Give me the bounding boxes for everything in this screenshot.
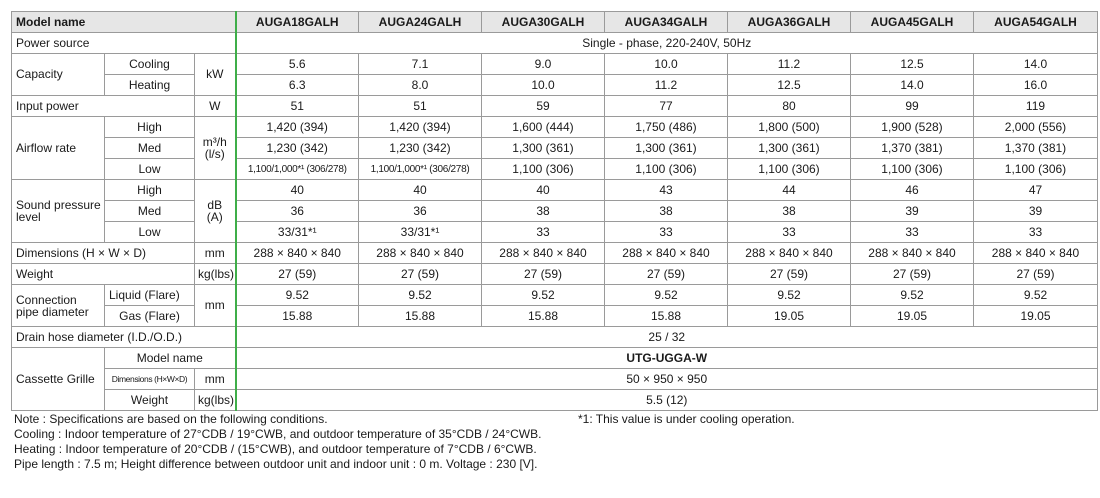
table-cell: 119 xyxy=(974,96,1098,117)
table-cell: 19.05 xyxy=(728,306,851,327)
grille-weight-value: 5.5 (12) xyxy=(236,390,1098,411)
table-cell: 9.52 xyxy=(482,285,605,306)
table-cell: 27 (59) xyxy=(359,264,482,285)
table-cell: 16.0 xyxy=(974,75,1098,96)
table-cell: 59 xyxy=(482,96,605,117)
capacity-unit: kW xyxy=(195,54,236,96)
drain-row xyxy=(12,327,1098,348)
airflow-label: Airflow rate xyxy=(12,117,105,180)
table-cell: 27 (59) xyxy=(605,264,728,285)
table-cell: 27 (59) xyxy=(236,264,359,285)
airflow-high-row xyxy=(12,117,1098,138)
table-cell: 40 xyxy=(359,180,482,201)
notes-block xyxy=(14,412,541,472)
grille-model-row xyxy=(12,348,1098,369)
table-cell: 1,100 (306) xyxy=(974,159,1098,180)
dimensions-label: Dimensions (H × W × D) xyxy=(12,243,195,264)
sound-unit-line1: dB xyxy=(207,198,223,212)
table-cell: 33 xyxy=(974,222,1098,243)
table-cell: 19.05 xyxy=(974,306,1098,327)
table-cell: 38 xyxy=(605,201,728,222)
sound-high-label: High xyxy=(105,180,195,201)
capacity-cooling-row xyxy=(12,54,1098,75)
pipe-label-line2: pipe diameter xyxy=(16,304,89,319)
weight-label: Weight xyxy=(12,264,195,285)
table-cell: 44 xyxy=(728,180,851,201)
model-header: AUGA30GALH xyxy=(482,12,605,33)
table-cell: 40 xyxy=(236,180,359,201)
airflow-med-label: Med xyxy=(105,138,195,159)
table-cell: 1,300 (361) xyxy=(482,138,605,159)
table-cell: 5.6 xyxy=(236,54,359,75)
note-line: Note : Specifications are based on the following conditions. xyxy=(14,412,328,426)
table-cell: 6.3 xyxy=(236,75,359,96)
table-cell: 12.5 xyxy=(728,75,851,96)
table-cell: 1,100 (306) xyxy=(851,159,974,180)
sound-unit-line2: (A) xyxy=(206,210,223,224)
table-cell: 38 xyxy=(728,201,851,222)
capacity-heating-label: Heating xyxy=(105,75,195,96)
model-header: AUGA45GALH xyxy=(851,12,974,33)
pipe-gas-label: Gas (Flare) xyxy=(105,306,195,327)
table-cell: 12.5 xyxy=(851,54,974,75)
grille-dimensions-row xyxy=(12,369,1098,390)
model-header: AUGA18GALH xyxy=(236,12,359,33)
table-cell: 14.0 xyxy=(974,54,1098,75)
table-cell: 15.88 xyxy=(359,306,482,327)
table-cell: 27 (59) xyxy=(974,264,1098,285)
grille-weight-row xyxy=(12,390,1098,411)
sound-label-line2: level xyxy=(16,210,41,224)
table-cell: 7.1 xyxy=(359,54,482,75)
dimensions-unit: mm xyxy=(195,243,236,264)
table-cell: 1,230 (342) xyxy=(236,138,359,159)
input-power-label: Input power xyxy=(12,96,195,117)
airflow-low-row xyxy=(12,159,1098,180)
sound-med-row xyxy=(12,201,1098,222)
table-cell: 9.52 xyxy=(605,285,728,306)
table-cell: 1,100 (306) xyxy=(605,159,728,180)
airflow-med-row xyxy=(12,138,1098,159)
capacity-cooling-label: Cooling xyxy=(105,54,195,75)
table-cell: 27 (59) xyxy=(728,264,851,285)
table-cell: 288 × 840 × 840 xyxy=(728,243,851,264)
table-cell: 77 xyxy=(605,96,728,117)
table-cell: 33 xyxy=(728,222,851,243)
model-header: AUGA34GALH xyxy=(605,12,728,33)
sound-med-label: Med xyxy=(105,201,195,222)
drain-label: Drain hose diameter (I.D./O.D.) xyxy=(12,327,236,348)
capacity-heating-row xyxy=(12,75,1098,96)
model-header: AUGA54GALH xyxy=(974,12,1098,33)
pipe-label-line1: Connection xyxy=(16,292,77,307)
airflow-high-label: High xyxy=(105,117,195,138)
table-cell: 39 xyxy=(974,201,1098,222)
table-cell: 1,420 (394) xyxy=(236,117,359,138)
table-cell: 288 × 840 × 840 xyxy=(482,243,605,264)
grille-model-label: Model name xyxy=(105,348,236,369)
table-cell: 19.05 xyxy=(851,306,974,327)
header-row xyxy=(12,12,1098,33)
table-cell: 47 xyxy=(974,180,1098,201)
table-cell: 39 xyxy=(851,201,974,222)
table-cell: 1,420 (394) xyxy=(359,117,482,138)
dimensions-row xyxy=(12,243,1098,264)
table-cell: 33 xyxy=(851,222,974,243)
sound-label xyxy=(12,180,105,243)
model-name-label: Model name xyxy=(12,12,236,33)
drain-value: 25 / 32 xyxy=(236,327,1098,348)
footnote: *1: This value is under cooling operation. xyxy=(578,412,795,426)
table-cell: 1,300 (361) xyxy=(728,138,851,159)
table-cell: 36 xyxy=(359,201,482,222)
table-cell: 9.52 xyxy=(236,285,359,306)
table-cell: 1,800 (500) xyxy=(728,117,851,138)
table-cell: 1,370 (381) xyxy=(851,138,974,159)
pipe-gas-row xyxy=(12,306,1098,327)
table-cell: 15.88 xyxy=(482,306,605,327)
pipe-label xyxy=(12,285,105,327)
capacity-label: Capacity xyxy=(12,54,105,96)
table-cell: 2,000 (556) xyxy=(974,117,1098,138)
note-line: Pipe length : 7.5 m; Height difference between outdoor unit and indoor unit : 0 m. Voltage : 230 [V]. xyxy=(14,457,538,471)
table-cell: 36 xyxy=(236,201,359,222)
airflow-unit-line1: m³/h xyxy=(202,135,227,149)
specifications-table xyxy=(11,11,1098,411)
table-cell: 33 xyxy=(482,222,605,243)
table-cell: 10.0 xyxy=(605,54,728,75)
table-cell: 9.52 xyxy=(974,285,1098,306)
table-cell: 9.52 xyxy=(359,285,482,306)
table-cell: 1,370 (381) xyxy=(974,138,1098,159)
sound-high-row xyxy=(12,180,1098,201)
model-header: AUGA36GALH xyxy=(728,12,851,33)
table-cell: 33 xyxy=(605,222,728,243)
table-cell: 51 xyxy=(236,96,359,117)
note-line: Cooling : Indoor temperature of 27°CDB / 19°CWB, and outdoor temperature of 35°CDB / 24°CWB. xyxy=(14,427,542,441)
table-cell: 8.0 xyxy=(359,75,482,96)
grille-label: Cassette Grille xyxy=(12,348,105,411)
table-cell: 1,100/1,000*¹ (306/278) xyxy=(359,159,482,180)
sound-unit xyxy=(195,180,236,243)
grille-dimensions-unit: mm xyxy=(195,369,236,390)
grille-model-value: UTG-UGGA-W xyxy=(236,348,1098,369)
model-header: AUGA24GALH xyxy=(359,12,482,33)
table-cell: 288 × 840 × 840 xyxy=(851,243,974,264)
table-cell: 14.0 xyxy=(851,75,974,96)
power-source-value: Single - phase, 220-240V, 50Hz xyxy=(236,33,1098,54)
table-cell: 1,100/1,000*¹ (306/278) xyxy=(236,159,359,180)
power-source-label: Power source xyxy=(12,33,236,54)
grille-dimensions-value: 50 × 950 × 950 xyxy=(236,369,1098,390)
table-cell: 1,100 (306) xyxy=(482,159,605,180)
table-cell: 1,900 (528) xyxy=(851,117,974,138)
airflow-unit xyxy=(195,117,236,180)
table-cell: 33/31*¹ xyxy=(236,222,359,243)
weight-unit: kg(lbs) xyxy=(195,264,236,285)
note-line: Heating : Indoor temperature of 20°CDB / (15°CWB), and outdoor temperature of 7°CDB / 6°CWB. xyxy=(14,442,537,456)
sound-low-label: Low xyxy=(105,222,195,243)
table-cell: 11.2 xyxy=(728,54,851,75)
table-cell: 9.52 xyxy=(851,285,974,306)
input-power-row xyxy=(12,96,1098,117)
table-cell: 288 × 840 × 840 xyxy=(359,243,482,264)
pipe-liquid-label: Liquid (Flare) xyxy=(105,285,195,306)
table-cell: 43 xyxy=(605,180,728,201)
grille-weight-label: Weight xyxy=(105,390,195,411)
table-cell: 33/31*¹ xyxy=(359,222,482,243)
airflow-unit-line2: (l/s) xyxy=(204,147,225,161)
sound-label-line1: Sound pressure xyxy=(16,198,101,212)
table-cell: 1,100 (306) xyxy=(728,159,851,180)
grille-dimensions-label: Dimensions (H×W×D) xyxy=(105,369,195,390)
table-cell: 27 (59) xyxy=(851,264,974,285)
table-cell: 288 × 840 × 840 xyxy=(605,243,728,264)
pipe-unit: mm xyxy=(195,285,236,327)
table-cell: 1,300 (361) xyxy=(605,138,728,159)
table-cell: 15.88 xyxy=(236,306,359,327)
table-cell: 1,750 (486) xyxy=(605,117,728,138)
input-power-unit: W xyxy=(195,96,236,117)
table-cell: 288 × 840 × 840 xyxy=(236,243,359,264)
table-cell: 1,230 (342) xyxy=(359,138,482,159)
table-cell: 51 xyxy=(359,96,482,117)
power-source-row xyxy=(12,33,1098,54)
grille-weight-unit: kg(lbs) xyxy=(195,390,236,411)
table-cell: 9.0 xyxy=(482,54,605,75)
table-cell: 11.2 xyxy=(605,75,728,96)
table-cell: 99 xyxy=(851,96,974,117)
table-cell: 10.0 xyxy=(482,75,605,96)
table-cell: 288 × 840 × 840 xyxy=(974,243,1098,264)
weight-row xyxy=(12,264,1098,285)
table-cell: 38 xyxy=(482,201,605,222)
table-cell: 40 xyxy=(482,180,605,201)
table-cell: 9.52 xyxy=(728,285,851,306)
table-cell: 27 (59) xyxy=(482,264,605,285)
table-cell: 1,600 (444) xyxy=(482,117,605,138)
table-cell: 46 xyxy=(851,180,974,201)
sound-low-row xyxy=(12,222,1098,243)
pipe-liquid-row xyxy=(12,285,1098,306)
table-cell: 80 xyxy=(728,96,851,117)
table-cell: 15.88 xyxy=(605,306,728,327)
airflow-low-label: Low xyxy=(105,159,195,180)
